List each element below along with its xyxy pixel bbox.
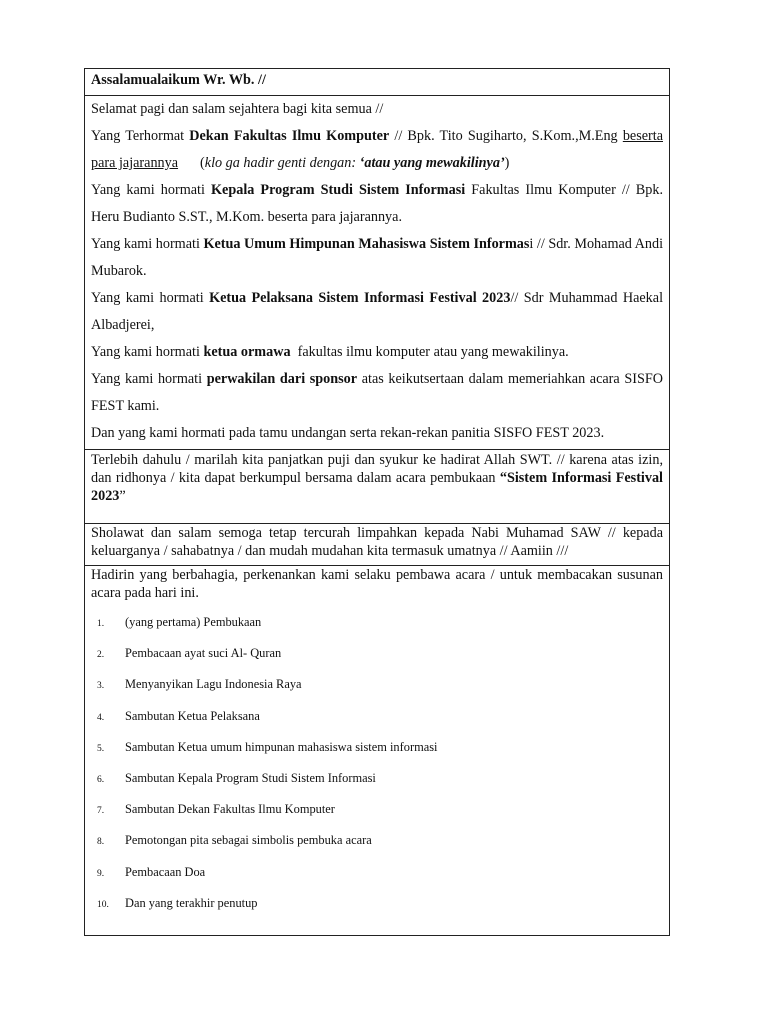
salutation-pelaksana bbox=[91, 285, 663, 339]
agenda-item-number: 8. bbox=[97, 837, 105, 848]
dekan-person: // Bpk. Tito Sugiharto, S.Kom.,M.Eng bbox=[389, 128, 623, 144]
opening-row bbox=[85, 449, 669, 523]
salutation-sponsor bbox=[91, 366, 663, 420]
dekan-title: Dekan Fakultas Ilmu Komputer bbox=[189, 128, 390, 144]
agenda-row bbox=[85, 565, 669, 935]
ormawa-prefix: Yang kami hormati bbox=[91, 344, 204, 360]
agenda-item-text: (yang pertama) Pembukaan bbox=[125, 615, 262, 629]
dekan-note-italic: klo ga hadir genti dengan: bbox=[204, 155, 360, 171]
opening-text: Terlebih dahulu / marilah kita panjatkan puji dan syukur ke hadirat Allah SWT. // karena atas izin, dan ridhonya / kita dapat berkumpul bersama dalam acara pembukaan bbox=[91, 452, 663, 486]
agenda-item bbox=[91, 771, 663, 802]
agenda-item-number: 4. bbox=[97, 712, 105, 723]
agenda-item-number: 1. bbox=[97, 619, 105, 629]
agenda-item bbox=[91, 833, 663, 864]
sponsor-rest: atas keikutsertaan dalam memeriahkan acara SISFO FEST kami. bbox=[91, 371, 663, 414]
agenda-item-text: Sambutan Ketua umum himpunan mahasiswa sistem informasi bbox=[125, 739, 438, 754]
event-name: “Sistem Informasi Festival 2023 bbox=[91, 470, 663, 504]
pelaksana-rest: // Sdr Muhammad Haekal Albadjerei, bbox=[91, 290, 664, 333]
event-close-quote: ” bbox=[119, 488, 126, 504]
agenda-item-text: Pemotongan pita sebagai simbolis pembuka acara bbox=[125, 833, 372, 848]
good-morning-text: Selamat pagi dan salam sejahtera bagi kita semua // bbox=[91, 101, 384, 117]
pelaksana-title: Ketua Pelaksana Sistem Informasi Festival 2023 bbox=[209, 290, 511, 306]
salutations-row bbox=[85, 95, 669, 449]
salutation-kaprodi bbox=[91, 177, 663, 231]
agenda-item bbox=[91, 709, 663, 740]
agenda-item-number: 6. bbox=[97, 774, 105, 785]
salutation-dekan bbox=[91, 123, 663, 177]
agenda-item-text: Sambutan Dekan Fakultas Ilmu Komputer bbox=[125, 802, 335, 817]
agenda-item-number: 5. bbox=[97, 743, 105, 754]
ormawa-title: ketua ormawa bbox=[203, 344, 291, 360]
greeting-row bbox=[85, 69, 669, 95]
opening-paragraph bbox=[91, 451, 663, 505]
greeting-text bbox=[91, 69, 663, 89]
salutation-ormawa bbox=[91, 339, 663, 366]
greeting-opening: Assalamualaikum Wr. Wb. // bbox=[91, 72, 266, 88]
salutation-himpunan bbox=[91, 231, 663, 285]
dekan-note-bold-italic: ‘atau yang mewakilinya’ bbox=[359, 155, 505, 171]
salutation-guests bbox=[91, 420, 663, 447]
guests-text: Dan yang kami hormati pada tamu undangan serta rekan-rekan panitia SISFO FEST 2023. bbox=[91, 425, 605, 441]
sholawat-row bbox=[85, 523, 669, 565]
agenda-item-number: 2. bbox=[97, 650, 105, 661]
agenda-item bbox=[91, 802, 663, 833]
sponsor-prefix: Yang kami hormati bbox=[91, 371, 207, 387]
kaprodi-prefix: Yang kami hormati bbox=[91, 182, 212, 198]
agenda-item bbox=[91, 865, 663, 896]
agenda-item-text: Sambutan Kepala Program Studi Sistem Informasi bbox=[125, 770, 376, 785]
agenda-item-number: 10. bbox=[97, 899, 109, 910]
himpunan-prefix: Yang kami hormati bbox=[91, 236, 204, 252]
sholawat-paragraph bbox=[91, 524, 663, 560]
agenda-intro bbox=[91, 566, 663, 602]
himpunan-title: Ketua Umum Himpunan Mahasiswa Sistem Informas bbox=[203, 236, 530, 252]
dekan-note-close: ) bbox=[504, 155, 510, 171]
agenda-item-number: 7. bbox=[97, 806, 105, 817]
good-morning-line bbox=[91, 96, 663, 123]
kaprodi-title: Kepala Program Studi Sistem Informasi bbox=[211, 182, 466, 198]
agenda-item bbox=[91, 677, 663, 708]
agenda-item bbox=[91, 896, 663, 927]
agenda-item-text: Pembacaan ayat suci Al- Quran bbox=[125, 646, 282, 661]
agenda-item bbox=[91, 615, 663, 646]
pelaksana-prefix: Yang kami hormati bbox=[91, 290, 210, 306]
script-table bbox=[84, 68, 670, 936]
agenda-list bbox=[91, 615, 663, 927]
dekan-note-open: ( bbox=[200, 155, 205, 171]
agenda-item-text: Menyanyikan Lagu Indonesia Raya bbox=[125, 677, 302, 692]
agenda-item-text: Pembacaan Doa bbox=[125, 864, 206, 879]
dekan-prefix: Yang Terhormat bbox=[91, 128, 190, 144]
agenda-item bbox=[91, 646, 663, 677]
agenda-item-text: Sambutan Ketua Pelaksana bbox=[125, 708, 260, 723]
himpunan-rest: i // Sdr. Mohamad Andi Mubarok. bbox=[91, 236, 664, 279]
sholawat-text: Sholawat dan salam semoga tetap tercurah limpahkan kepada Nabi Muhamad SAW // kepada keluarganya / sahabatnya / dan mudah mudahan kita termasuk umatnya // Aamiin /// bbox=[91, 525, 663, 559]
dekan-underlined: beserta para jajarannya bbox=[91, 128, 663, 171]
ormawa-rest: fakultas ilmu komputer atau yang mewakilinya. bbox=[297, 344, 569, 360]
agenda-intro-text: Hadirin yang berbahagia, perkenankan kami selaku pembawa acara / untuk membacakan susunan acara pada hari ini. bbox=[91, 567, 663, 601]
agenda-item-number: 9. bbox=[97, 868, 105, 879]
agenda-item-number: 3. bbox=[97, 681, 105, 692]
agenda-item-text: Dan yang terakhir penutup bbox=[125, 895, 258, 910]
agenda-item bbox=[91, 740, 663, 771]
sponsor-title: perwakilan dari sponsor bbox=[206, 371, 358, 387]
kaprodi-rest: Fakultas Ilmu Komputer // Bpk. Heru Budianto S.ST., M.Kom. beserta para jajarannya. bbox=[91, 182, 664, 225]
